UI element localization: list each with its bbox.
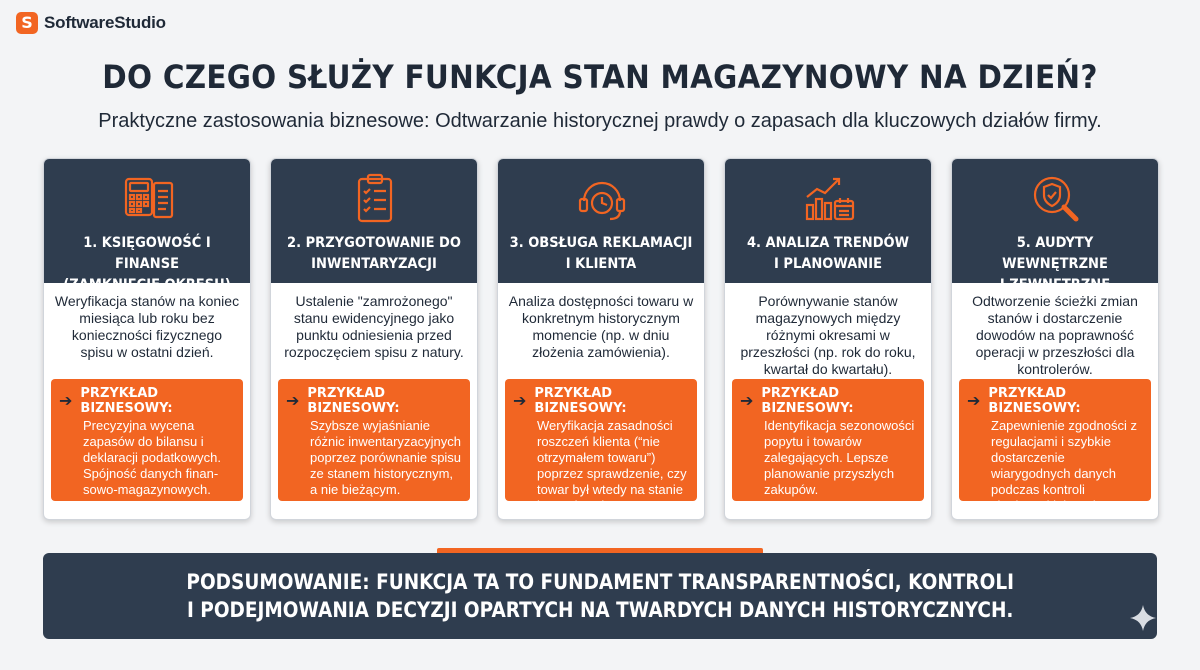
business-example [959,379,1151,513]
card-header [44,159,250,293]
clipboard-checklist-icon [345,169,405,229]
card-header [725,159,931,283]
arrow-right-icon: ➔ [59,391,73,410]
logo-icon: S [16,12,38,34]
business-example [505,379,697,513]
card-title: 4. ANALIZA TRENDÓW I PLANOWANIE [746,235,910,272]
arrow-right-icon: ➔ [740,391,754,410]
trend-chart-calendar-icon [799,169,859,229]
card-audits [951,158,1159,520]
example-text: Weryfikacja zasadności roszczeń klienta (“nie otrzymałem towaru”) poprzez sprawdzenie, czy towar był wtedy na stanie i został wydany. [537,418,687,513]
card-inventory-prep [270,158,478,520]
sparkle-icon [1128,603,1158,633]
card-title: 2. PRZYGOTOWANIE DO INWENTARYZACJI [287,235,461,272]
card-description: Analiza dostępności towaru w konkretnym historycznym momencie (np. w dniu złożenia zamówienia). [508,293,694,360]
magnifier-shield-icon [1026,169,1086,229]
card-title: 3. OBSŁUGA REKLAMACJI I KLIENTA [509,235,693,272]
summary-banner [43,553,1157,639]
card-description: Porównywanie stanów magazynowych między różnymi okresami w przeszłości (np. rok do roku, kwartał do kwartału). [740,293,916,377]
example-text: Szybsze wyjaśnianie różnic inwentaryzacyjnych poprzez porównanie spisu ze stanem historycznym, a nie bieżącym. [310,418,462,497]
card-trend-analysis [724,158,932,520]
example-text: Precyzyjna wycena zapasów do bilansu i deklaracji podatkowych. Spójność danych finan-sowo-magazynowych. [83,418,222,497]
arrow-right-icon: ➔ [513,391,527,410]
business-example [278,379,470,501]
card-header [952,159,1158,293]
card-description: Odtworzenie ścieżki zmian stanów i dostarczenie dowodów na poprawność operacji w przeszłości dla kontrolerów. [972,293,1138,377]
card-accounting [43,158,251,520]
arrow-right-icon: ➔ [967,391,981,410]
example-text: Identyfikacja sezonowości popytu i towarów zalegających. Lepsze planowanie przyszłych zakupów. [764,418,915,497]
example-text: Zapewnienie zgodności z regulacjami i szybkie dostarczenie wiarygodnych danych podczas kontroli skarbowej lub audytu ISO. [991,418,1143,513]
brand-logo [16,12,166,34]
summary-text: PODSUMOWANIE: FUNKCJA TA TO FUNDAMENT TRANSPARENTNOŚCI, KONTROLI I PODEJMOWANIA DECYZJI OPARTYCH NA TWARDYCH DANYCH HISTORYCZNYCH. [186,570,1014,622]
card-title: 5. AUDYTY WEWNĘTRZNE I ZEWNĘTRZNE [999,235,1111,293]
example-label: PRZYKŁAD BIZNESOWY: [534,386,627,416]
card-complaints [497,158,705,520]
page-title: DO CZEGO SŁUŻY FUNKCJA STAN MAGAZYNOWY NA DZIEŃ? [102,58,1098,96]
example-label: PRZYKŁAD BIZNESOWY: [988,386,1081,416]
use-case-cards [43,158,1159,520]
card-header [271,159,477,283]
card-header [498,159,704,283]
arrow-right-icon: ➔ [286,391,300,410]
card-title: 1. KSIĘGOWOŚĆ I FINANSE (ZAMKNIĘCIE OKRESU) [63,235,231,293]
example-label: PRZYKŁAD BIZNESOWY: [80,386,173,416]
calculator-documents-icon [118,169,178,229]
card-description: Ustalenie "zamrożonego" stanu ewidencyjnego jako punktu odniesienia przed rozpoczęciem spisu z natury. [284,293,464,360]
example-label: PRZYKŁAD BIZNESOWY: [761,386,854,416]
page-subtitle: Praktyczne zastosowania biznesowe: Odtwarzanie historycznej prawdy o zapasach dla kluczowych działów firmy. [98,110,1102,132]
example-label: PRZYKŁAD BIZNESOWY: [307,386,400,416]
business-example [51,379,243,501]
business-example [732,379,924,501]
headset-clock-icon [572,169,632,229]
brand-name: SoftwareStudio [44,13,166,32]
card-description: Weryfikacja stanów na koniec miesiąca lub roku bez konieczności fizycznego spisu w ostatni dzień. [54,293,240,360]
